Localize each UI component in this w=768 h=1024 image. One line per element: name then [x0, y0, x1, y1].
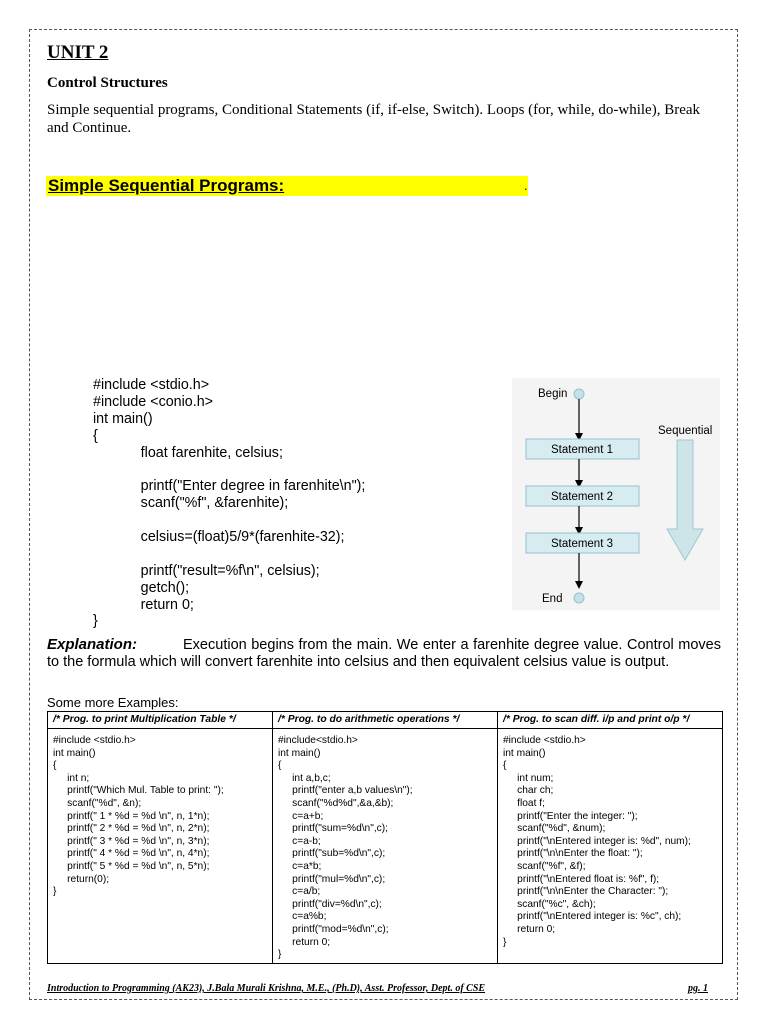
code-line: printf("result=%f\n", celsius);: [93, 562, 320, 579]
code-line: scanf("%f", &farenhite);: [93, 495, 289, 512]
code-line: printf("Enter degree in farenhite\n");: [93, 478, 366, 495]
main-code-block: [93, 377, 365, 630]
syllabus-text: Simple sequential programs, Conditional Statements (if, if-else, Switch). Loops (for, while, do-while), Break and Continue.: [47, 102, 701, 136]
code-line: celsius=(float)5/9*(farenhite-32);: [93, 529, 345, 546]
code-line: {: [93, 427, 98, 444]
example-1-title: /* Prog. to print Multiplication Table */: [48, 712, 273, 729]
code-line: }: [93, 613, 98, 630]
down-arrow-icon: [667, 440, 703, 560]
code-line: #include <conio.h>: [93, 393, 214, 410]
code-line: getch();: [93, 579, 190, 596]
code-line: [93, 512, 365, 529]
example-3-cell: [498, 729, 723, 964]
code-line: [93, 461, 365, 478]
explanation-text: Execution begins from the main. We enter a farenhite degree value. Control moves to the formula which will convert farenhite into celsius and then equivalent celsius value is output.: [47, 637, 721, 670]
code-line: int main(): [93, 410, 153, 427]
explanation-paragraph: [47, 636, 721, 671]
example-3-code: #include <stdio.h> int main() { int num; char ch; float f; printf("Enter the integer: "); scanf("%d", &num); printf("\nEntered integer is: %d", num); printf("\n\nEnter the float: "); scanf("%f", &f); printf("\nEntered float is: %f", f); printf("\n\nEnter the Character: "); scanf("%c", &ch); printf("\nEntered integer is: %c", ch); return 0; }: [503, 735, 691, 948]
footer-course-info: Introduction to Programming (AK23), J.Bala Murali Krishna, M.E., (Ph.D), Asst. Professor, Dept. of CSE: [47, 983, 486, 994]
example-2-cell: [273, 729, 498, 964]
example-2-title: /* Prog. to do arithmetic operations */: [273, 712, 498, 729]
more-examples-label: Some more Examples:: [47, 695, 179, 710]
begin-label: Begin: [538, 388, 568, 400]
examples-header-row: [48, 712, 723, 729]
heading-trailing-dot: .: [524, 178, 528, 193]
code-line: #include <stdio.h>: [93, 377, 210, 393]
example-1-code: #include <stdio.h> int main() { int n; printf("Which Mul. Table to print: "); scanf("%d", &n); printf(" 1 * %d = %d \n", n, 1*n); printf(" 2 * %d = %d \n", n, 2*n); printf(" 3 * %d = %d \n", n, 3*n); printf(" 4 * %d = %d \n", n, 4*n); printf(" 5 * %d = %d \n", n, 5*n); return(0); }: [53, 735, 224, 898]
example-2-code: #include<stdio.h> int main() { int a,b,c; printf("enter a,b values\n"); scanf("%d%d",&a,&b); c=a+b; printf("sum=%d\n",c); c=a-b; printf("sub=%d\n",c); c=a*b; printf("mul=%d\n",c); c=a/b; printf("div=%d\n",c); c=a%b; printf("mod=%d\n",c); return 0; }: [278, 735, 413, 961]
code-line: return 0;: [93, 596, 194, 613]
unit-title: UNIT 2: [47, 42, 109, 63]
examples-code-row: [48, 729, 723, 964]
statement-1-label: Statement 1: [550, 444, 614, 456]
statement-2-label: Statement 2: [550, 491, 614, 503]
section-heading: Control Structures: [47, 75, 168, 91]
end-label: End: [542, 593, 563, 605]
sequential-heading: Simple Sequential Programs:: [48, 176, 285, 195]
example-1-cell: [48, 729, 273, 964]
sequential-label: Sequential: [658, 425, 713, 437]
flowchart-svg: [512, 378, 720, 610]
examples-table: [47, 711, 723, 964]
statement-3-label: Statement 3: [550, 538, 614, 550]
code-line: float farenhite, celsius;: [93, 444, 283, 461]
end-node: [574, 593, 584, 603]
example-3-title: /* Prog. to scan diff. i/p and print o/p */: [498, 712, 723, 729]
sequential-flowchart: [512, 378, 720, 610]
begin-node: [574, 389, 584, 399]
code-line: [93, 546, 365, 563]
footer-page-number: pg. 1: [688, 983, 708, 994]
explanation-label: Explanation:: [47, 636, 138, 653]
